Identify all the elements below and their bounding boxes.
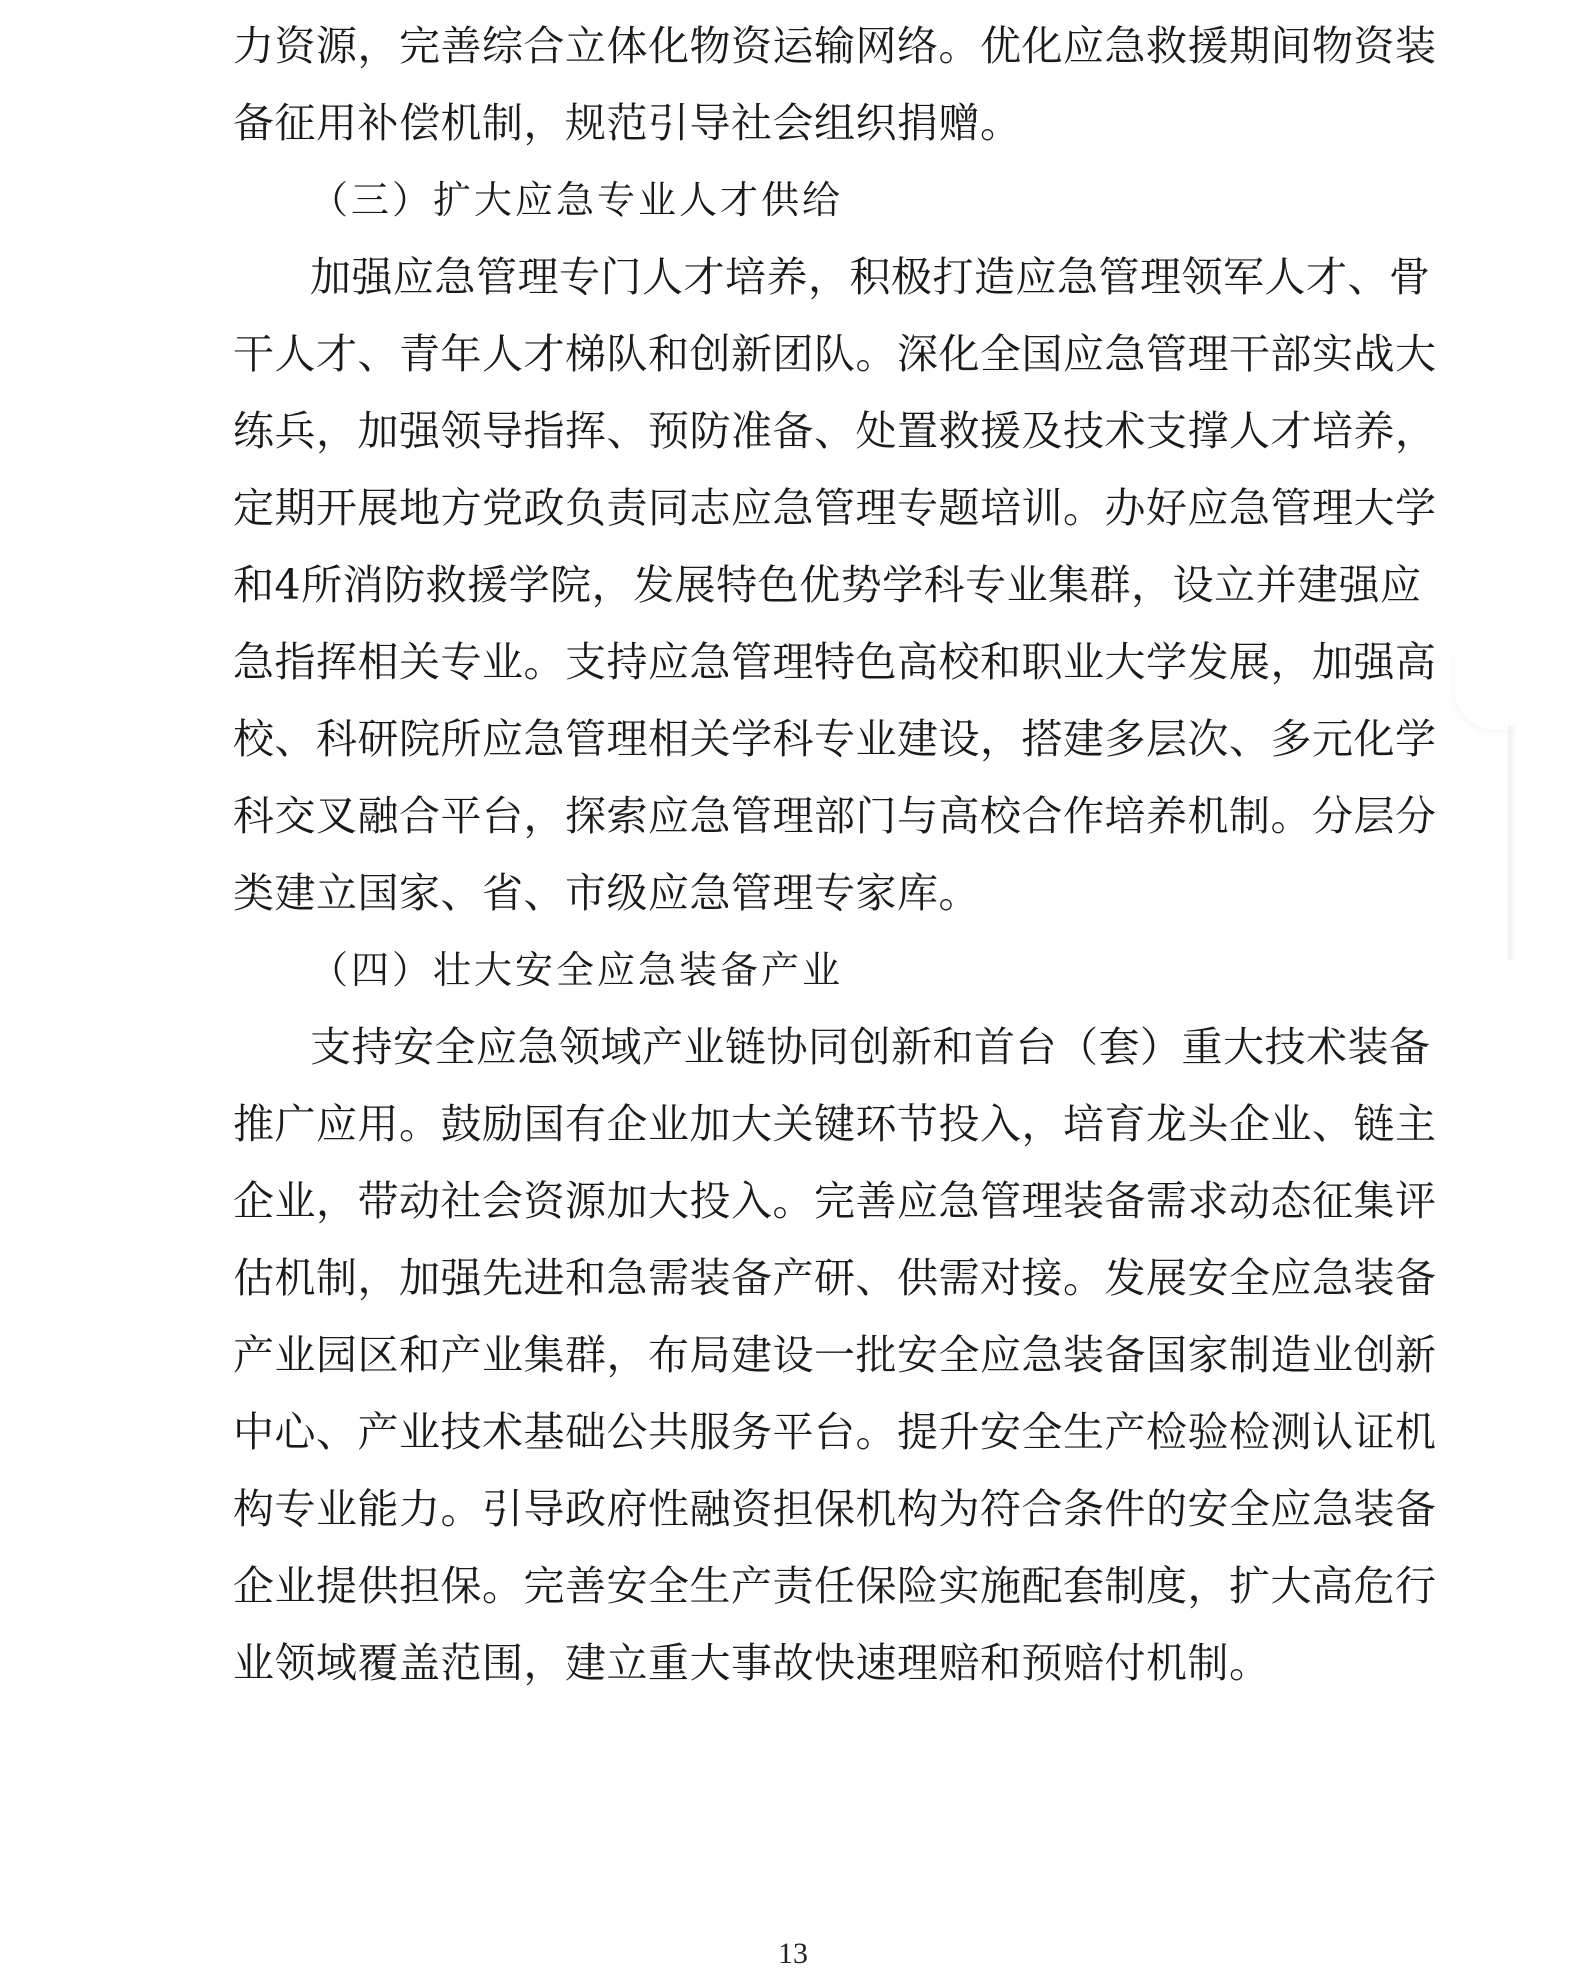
body-line: 企业提供担保。完善安全生产责任保险实施配套制度，扩大高危行 [233,1562,1437,1610]
body-line: 中心、产业技术基础公共服务平台。提升安全生产检验检测认证机 [233,1408,1437,1456]
body-line: 加强应急管理专门人才培养，积极打造应急管理领军人才、骨 [310,253,1431,301]
section-heading: （四）壮大安全应急装备产业 [310,948,844,992]
body-line: 推广应用。鼓励国有企业加大关键环节投入，培育龙头企业、链主 [233,1100,1437,1148]
page-number: 13 [778,1937,808,1970]
body-line: 定期开展地方党政负责同志应急管理专题培训。办好应急管理大学 [233,484,1437,532]
body-line: 力资源，完善综合立体化物资运输网络。优化应急救援期间物资装 [233,22,1437,70]
body-line: 估机制，加强先进和急需装备产研、供需对接。发展安全应急装备 [233,1254,1437,1302]
body-line: 产业园区和产业集群，布局建设一批安全应急装备国家制造业创新 [233,1331,1437,1379]
body-line: 业领域覆盖范围，建立重大事故快速理赔和预赔付机制。 [233,1639,1271,1687]
body-line: 和4所消防救援学院，发展特色优势学科专业集群，设立并建强应 [233,561,1422,609]
body-line: 构专业能力。引导政府性融资担保机构为符合条件的安全应急装备 [233,1485,1437,1533]
body-line: 科交叉融合平台，探索应急管理部门与高校合作培养机制。分层分 [233,792,1437,840]
page-edge-shadow [1508,725,1516,960]
body-line: 干人才、青年人才梯队和创新团队。深化全国应急管理干部实战大 [233,330,1437,378]
document-page [233,8,1437,1702]
body-line: 备征用补偿机制，规范引导社会组织捐赠。 [233,99,1022,147]
body-line: 校、科研院所应急管理相关学科专业建设，搭建多层次、多元化学 [233,715,1437,763]
page-edge-corner [1455,650,1515,730]
body-line: 急指挥相关专业。支持应急管理特色高校和职业大学发展，加强高 [233,638,1437,686]
body-line: 练兵，加强领导指挥、预防准备、处置救援及技术支撑人才培养， [233,407,1437,455]
body-line: 支持安全应急领域产业链协同创新和首台（套）重大技术装备 [310,1023,1431,1071]
body-line: 类建立国家、省、市级应急管理专家库。 [233,869,980,917]
section-heading: （三）扩大应急专业人才供给 [310,178,844,222]
body-line: 企业，带动社会资源加大投入。完善应急管理装备需求动态征集评 [233,1177,1437,1225]
